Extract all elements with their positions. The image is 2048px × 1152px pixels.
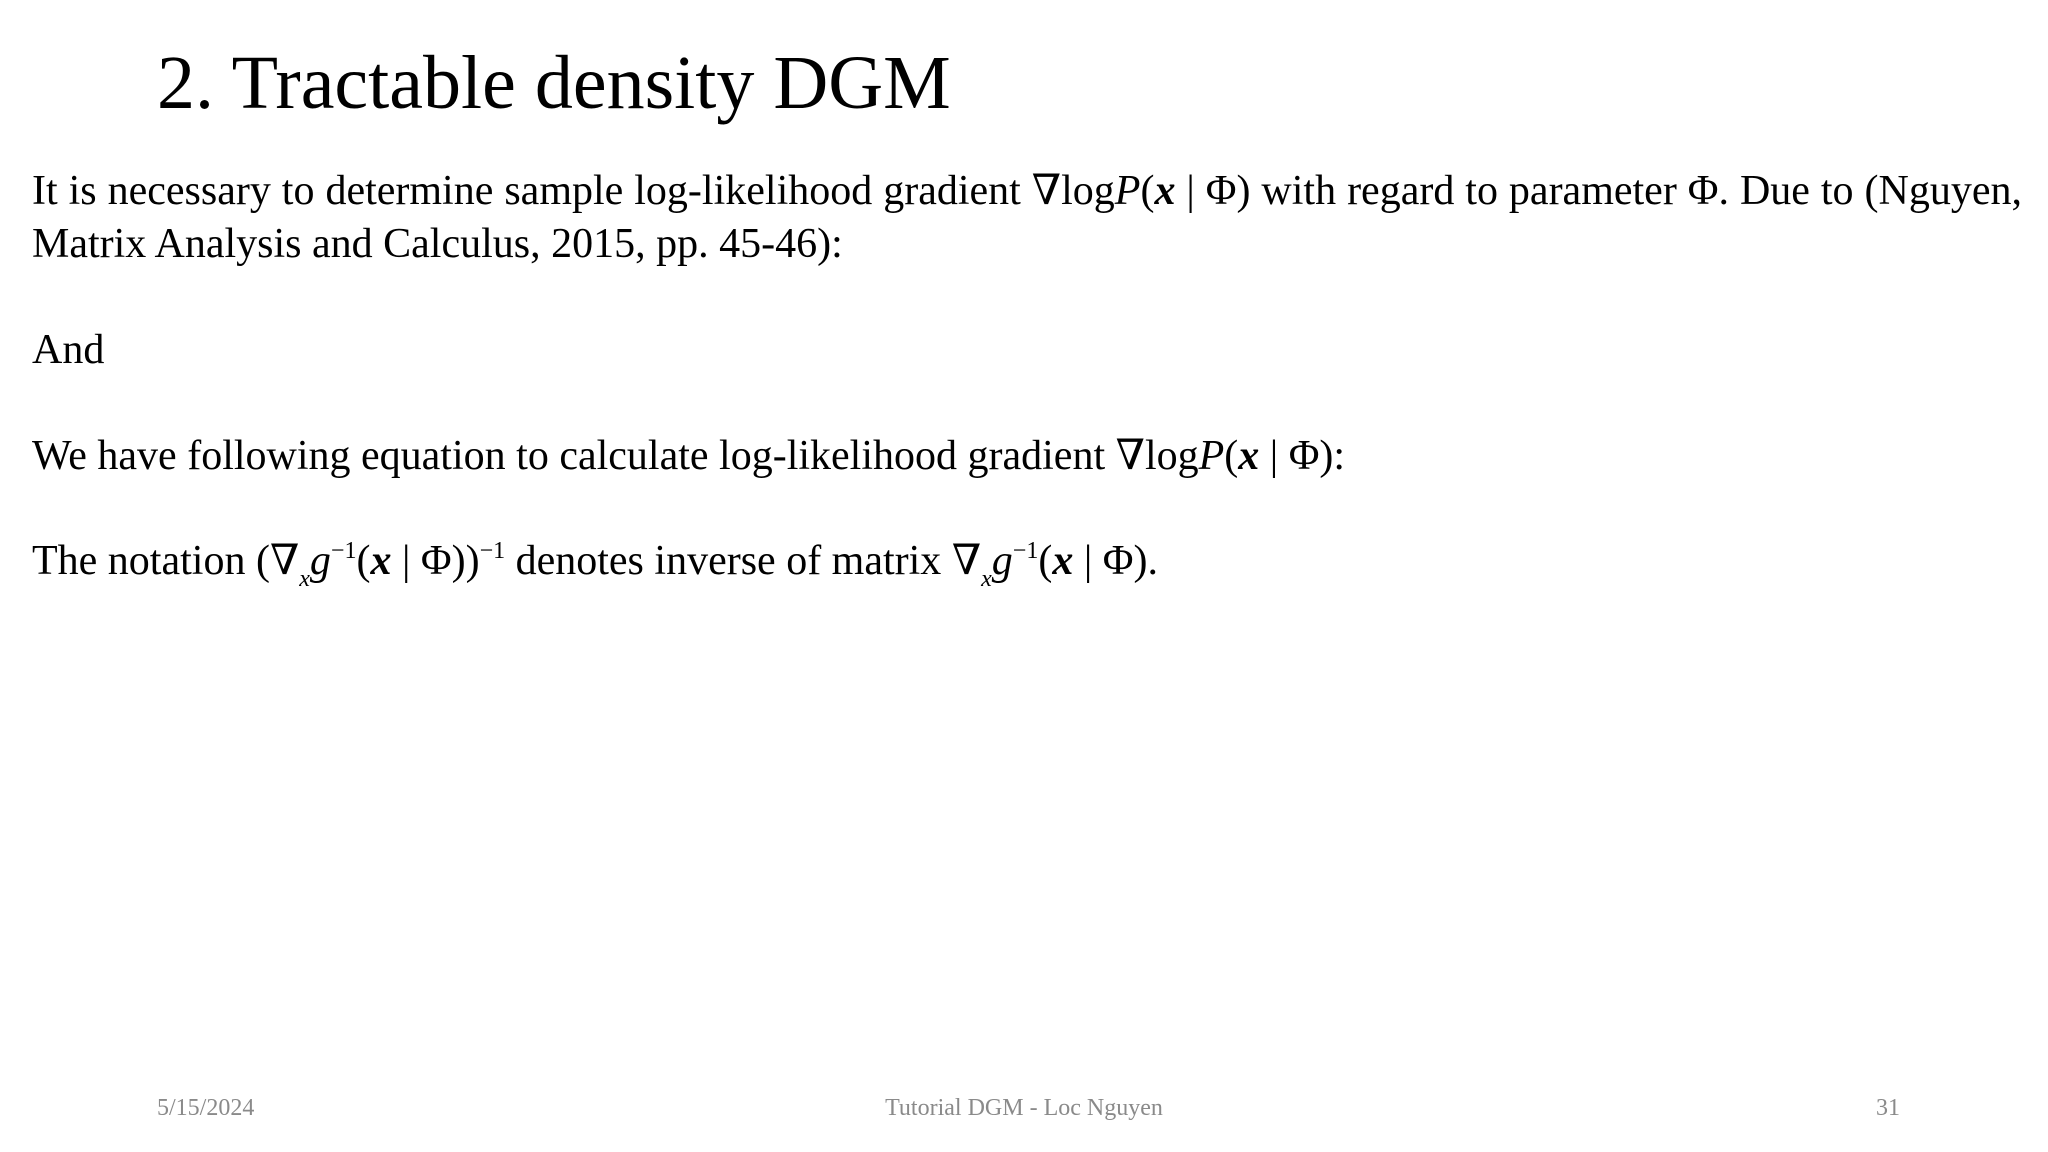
- superscript-inverse: −1: [330, 538, 357, 564]
- given-phi: | Φ).: [1073, 538, 1158, 584]
- paragraph-gradient-intro: [32, 165, 2022, 271]
- given-phi: | Φ): [1175, 168, 1251, 214]
- symbol-g: g: [309, 538, 331, 584]
- text-segment: denotes inverse of matrix: [505, 538, 952, 584]
- nabla-log: ∇log: [1031, 168, 1115, 214]
- paren-open: (: [356, 538, 371, 584]
- subscript-x: x: [981, 566, 992, 592]
- given-phi: | Φ)): [391, 538, 480, 584]
- paragraph-and: And: [32, 327, 105, 373]
- symbol-x: x: [1052, 538, 1074, 584]
- text-segment: It is necessary to determine sample log-likelihood gradient: [32, 168, 1032, 214]
- superscript-inverse: −1: [1012, 538, 1039, 564]
- footer-page-number: 31: [1876, 1095, 1900, 1121]
- paragraph-notation: [32, 535, 2022, 592]
- symbol-P: P: [1198, 433, 1225, 479]
- symbol-P: P: [1114, 168, 1141, 214]
- nabla-log: ∇log: [1115, 433, 1199, 479]
- nabla-symbol: ∇: [269, 538, 300, 584]
- superscript-inverse: −1: [479, 538, 506, 564]
- symbol-x: x: [1154, 168, 1176, 214]
- paragraph-equation-intro: [32, 430, 2022, 483]
- nabla-symbol: ∇: [951, 538, 982, 584]
- text-segment: We have following equation to calculate log-likelihood gradient: [32, 433, 1116, 479]
- symbol-x: x: [370, 538, 392, 584]
- footer-date: 5/15/2024: [157, 1095, 255, 1121]
- slide-title: 2. Tractable density DGM: [157, 41, 951, 125]
- text-segment: with regard to parameter Φ. Due to (Nguyen, Matrix Analysis and Calculus, 2015, pp. 45-46):: [32, 168, 2022, 267]
- paren-open: (: [1224, 433, 1239, 479]
- paren-open: (: [1140, 168, 1155, 214]
- given-phi: | Φ):: [1259, 433, 1346, 479]
- paren-open: (: [1038, 538, 1053, 584]
- subscript-x: x: [299, 566, 310, 592]
- symbol-g: g: [991, 538, 1013, 584]
- footer-title: Tutorial DGM - Loc Nguyen: [885, 1095, 1163, 1121]
- symbol-x: x: [1238, 433, 1260, 479]
- text-segment: The notation (: [32, 538, 270, 584]
